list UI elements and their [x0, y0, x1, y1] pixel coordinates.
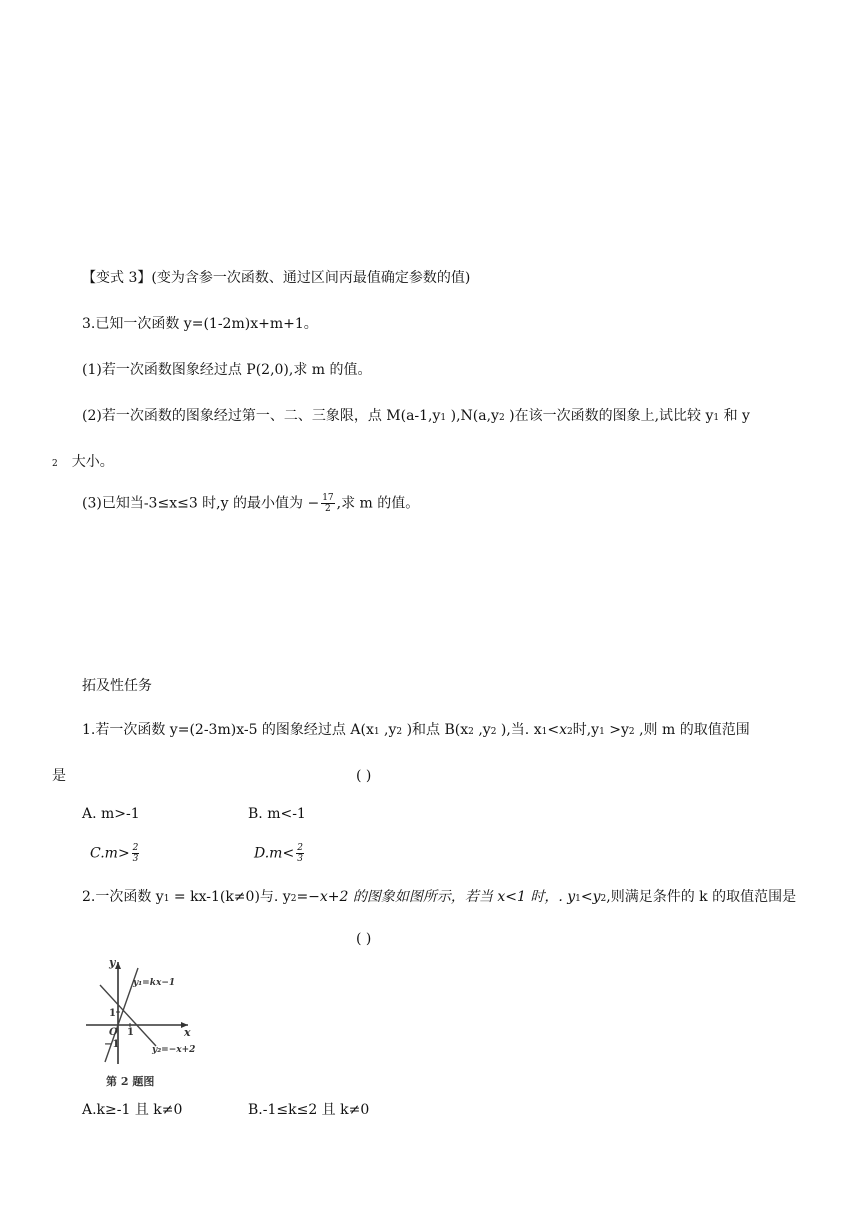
- figure-caption: 第 2 题图: [106, 1075, 155, 1088]
- extension-heading: 拓及性任务: [82, 678, 152, 694]
- question-3: 3.已知一次函数 y=(1-2m)x+m+1。: [82, 316, 318, 332]
- option-c: C.m> $\frac{2}{3}$: [90, 843, 139, 864]
- graph-figure: [80, 952, 200, 1092]
- extension-question-2: 2.一次函数 y1 = kx-1(k≠0)与. y2=−x+2 的图象如图所示，若当 x<1 时，. y1<y2,则满足条件的 k 的取值范围是: [82, 889, 797, 905]
- y-one-label: 1: [109, 1008, 116, 1019]
- option-b: B. m<-1: [248, 806, 306, 822]
- question-2-option-a: A.k≥-1 且 k≠0: [82, 1102, 183, 1118]
- neg-one-label: −1: [104, 1039, 120, 1050]
- question-2-option-b: B.-1≤k≤2 且 k≠0: [248, 1102, 370, 1118]
- answer-paren-1: ( ): [356, 768, 372, 784]
- extension-question-1: 1.若一次函数 y=(2-3m)x-5 的图象经过点 A(x1 ,y2 )和点 B(x2 ,y2 ),当. x1<x2时,y1 >y2 ,则 m 的取值范围: [82, 722, 750, 738]
- question-3-part-2-continued: 2 大小。: [52, 454, 114, 470]
- question-3-part-2: (2)若一次函数的图象经过第一、二、三象限，点 M(a-1,y1 ),N(a,y2 )在该一次函数的图象上,试比较 y1 和 y: [82, 408, 750, 424]
- option-d: D.m< $\frac{2}{3}$: [254, 843, 303, 864]
- question-3-part-3: (3)已知当-3≤x≤3 时,y 的最小值为 − $\frac{17}{2}$ ,求 m 的值。: [82, 493, 420, 514]
- y-axis-label: y: [109, 956, 116, 969]
- line-y1-label: y₁=kx−1: [133, 978, 176, 988]
- extension-question-1-continued: 是: [52, 768, 66, 784]
- origin-label: O: [109, 1027, 118, 1038]
- variant-title: 【变式 3】(变为含参一次函数、通过区间丙最值确定参数的值): [82, 270, 471, 286]
- x-one-label: 1: [127, 1027, 134, 1038]
- fraction-17-2: $\frac{17}{2}$: [322, 493, 334, 514]
- line-y2-label: y₂=−x+2: [152, 1045, 196, 1055]
- option-a: A. m>-1: [82, 806, 140, 822]
- x-axis-label: x: [184, 1026, 191, 1039]
- y-axis-arrow: [115, 962, 121, 969]
- question-3-part-1: (1)若一次函数图象经过点 P(2,0),求 m 的值。: [82, 362, 372, 378]
- answer-paren-2: ( ): [356, 931, 372, 947]
